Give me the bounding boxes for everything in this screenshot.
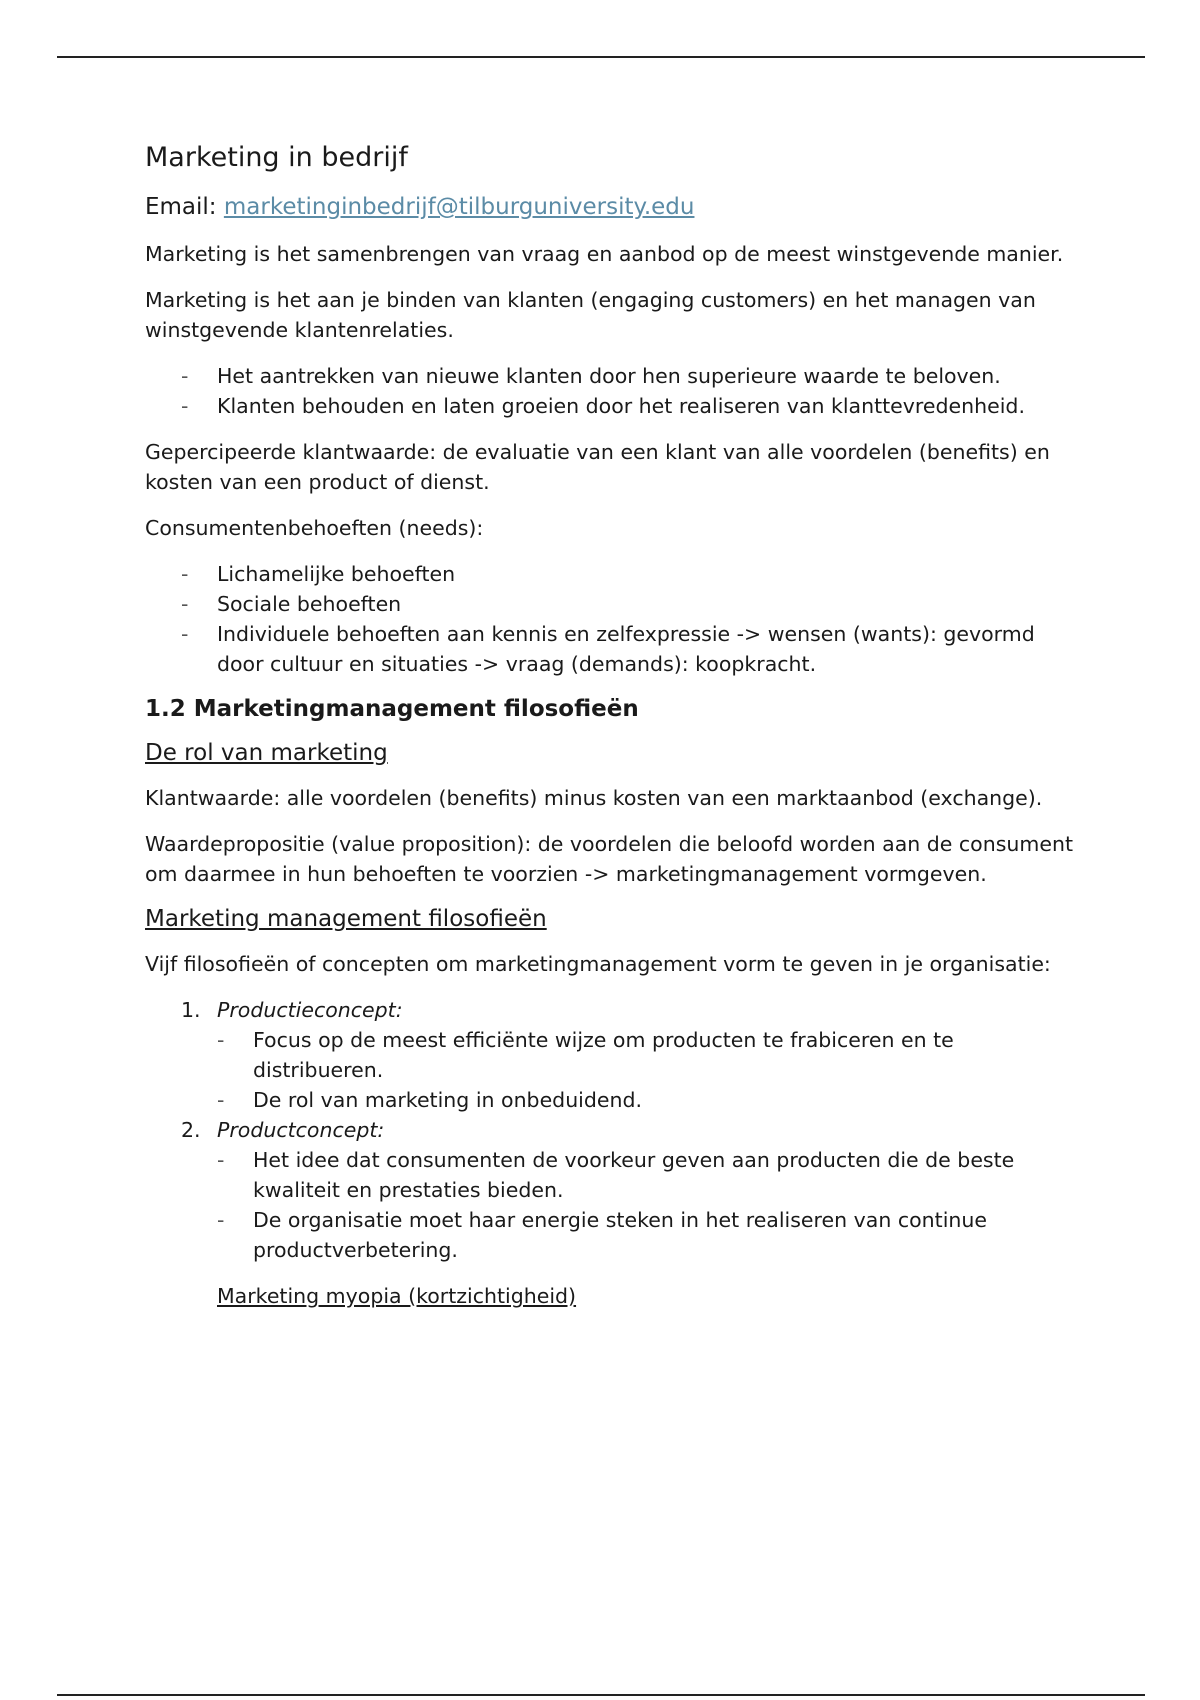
concept-number: 2. bbox=[181, 1117, 201, 1142]
header-rule bbox=[57, 56, 1145, 58]
list-item: - De rol van marketing in onbeduidend. bbox=[217, 1085, 1075, 1115]
list-item: - Focus op de meest efficiënte wijze om producten te frabiceren en te distribueren. bbox=[217, 1025, 1075, 1085]
intro-paragraph-1: Marketing is het samenbrengen van vraag en aanbod op de meest winstgevende manier. bbox=[145, 241, 1064, 266]
section-heading: 1.2 Marketingmanagement filosofieën bbox=[145, 695, 639, 722]
section-paragraph-2: Waardepropositie (value proposition): de voordelen die beloofd worden aan de consument om daarmee in hun behoeften te voorzien -> marketingmanagement vormgeven. bbox=[145, 831, 1073, 886]
section-paragraph-3: Vijf filosofieën of concepten om marketingmanagement vorm te geven in je organisatie: bbox=[145, 951, 1051, 976]
email-link[interactable]: marketinginbedrijf@tilburguniversity.edu bbox=[223, 194, 695, 221]
subheading-philosophies: Marketing management filosofieën bbox=[145, 905, 547, 932]
email-label: Email: bbox=[145, 194, 224, 221]
intro-paragraph-3: Gepercipeerde klantwaarde: de evaluatie van een klant van alle voordelen (benefits) en kosten van een product of dienst. bbox=[145, 439, 1050, 494]
list-item: - Sociale behoeften bbox=[145, 589, 1075, 619]
list-item: - Het aantrekken van nieuwe klanten door hen superieure waarde te beloven. bbox=[145, 361, 1075, 391]
concepts-list bbox=[145, 995, 1075, 1265]
concept-points bbox=[217, 1025, 1075, 1115]
myopia-subheading: Marketing myopia (kortzichtigheid) bbox=[217, 1283, 577, 1308]
concept-item bbox=[145, 995, 1075, 1115]
customer-bullets bbox=[145, 361, 1075, 421]
subheading-role: De rol van marketing bbox=[145, 739, 388, 766]
concept-points bbox=[217, 1145, 1075, 1265]
list-item: - Individuele behoeften aan kennis en zelfexpressie -> wensen (wants): gevormd door cultuur en situaties -> vraag (demands): koopkracht. bbox=[145, 619, 1075, 679]
email-line bbox=[145, 193, 1075, 223]
document-page bbox=[145, 140, 1075, 1311]
section-paragraph-1: Klantwaarde: alle voordelen (benefits) minus kosten van een marktaanbod (exchange). bbox=[145, 785, 1043, 810]
document-title: Marketing in bedrijf bbox=[145, 142, 408, 173]
concept-item bbox=[145, 1115, 1075, 1265]
list-item: - De organisatie moet haar energie steken in het realiseren van continue productverbetering. bbox=[217, 1205, 1075, 1265]
intro-paragraph-4: Consumentenbehoeften (needs): bbox=[145, 515, 484, 540]
list-item: - Klanten behouden en laten groeien door het realiseren van klanttevredenheid. bbox=[145, 391, 1075, 421]
list-item: - Het idee dat consumenten de voorkeur geven aan producten die de beste kwaliteit en prestaties bieden. bbox=[217, 1145, 1075, 1205]
footer-rule bbox=[57, 1694, 1145, 1696]
list-item: - Lichamelijke behoeften bbox=[145, 559, 1075, 589]
concept-number: 1. bbox=[181, 997, 201, 1022]
concept-title: Productconcept: bbox=[217, 1117, 385, 1142]
concept-title: Productieconcept: bbox=[217, 997, 403, 1022]
needs-bullets bbox=[145, 559, 1075, 679]
intro-paragraph-2: Marketing is het aan je binden van klanten (engaging customers) en het managen van winstgevende klantenrelaties. bbox=[145, 287, 1036, 342]
